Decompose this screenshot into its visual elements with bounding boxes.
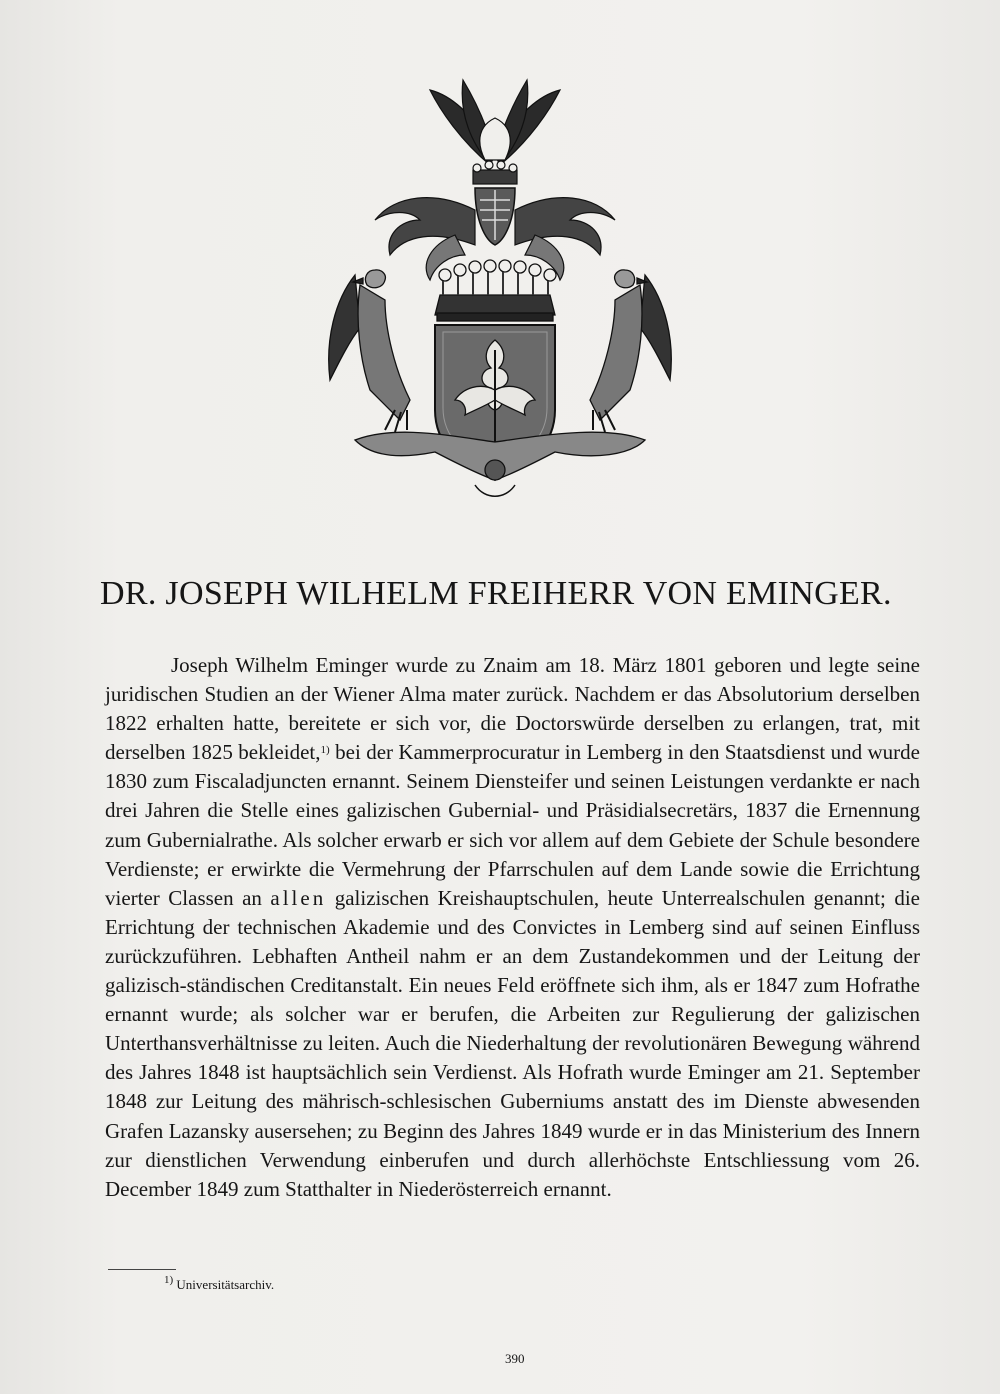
body-paragraph bbox=[105, 651, 920, 1204]
footnote-text: Universitätsarchiv. bbox=[173, 1277, 275, 1292]
body-text: galizischen Kreishauptschulen, heute Unterrealschulen genannt; die Errichtung der technischen Akademie und des Convictes in Lemberg sind auf seinen Einfluss zurückzuführen. Lebhaften Antheil nahm er an dem Zustandekommen und der Leitung der galizisch-ständischen Creditanstalt. Ein neues Feld eröffnete sich ihm, als er 1847 zum Hofrathe ernannt wurde; als solcher war er berufen, die Arbeiten zur Regulierung der galizischen Unterthansverhältnisse zu leiten. Auch die Niederhaltung der revolutionären Bewegung während des Jahres 1848 ist hauptsächlich sein Verdienst. Als Hofrath wurde Eminger am 21. September 1848 zur Leitung des mährisch-schlesischen Guberniums anstatt des im Dienste abwesenden Grafen Lazansky ausersehen; zu Beginn des Jahres 1849 wurde er in das Ministerium des Innern zur dienstlichen Verwendung einberufen und durch allerhöchste Entschliessung vom 26. December 1849 zum Statthalter in Niederösterreich ernannt. bbox=[105, 885, 920, 1201]
emphasized-text: allen bbox=[270, 885, 327, 910]
body-text: Joseph Wilhelm Eminger wurde zu Znaim am 18. März 1801 geboren und legte seine juridischen Studien an der Wiener Alma mater zurück. Nachdem er das Absolutorium derselben 1822 erhalten hatte, bereitete er sich vor, die Doctorswürde derselben zu erlangen, trat, mit derselben 1825 bekleidet, bbox=[105, 653, 920, 765]
document-title: DR. JOSEPH WILHELM FREIHERR VON EMINGER. bbox=[100, 575, 892, 612]
page-number: 390 bbox=[505, 1351, 525, 1366]
eagle-right-icon bbox=[590, 270, 671, 432]
crest-wings-icon bbox=[430, 80, 560, 165]
footnote bbox=[164, 1276, 274, 1294]
footnote-reference: 1) bbox=[320, 744, 330, 757]
helmet-crown-icon bbox=[473, 161, 517, 184]
footnote-marker: 1) bbox=[164, 1274, 174, 1286]
scroll-base-icon bbox=[355, 432, 645, 496]
coronet-icon bbox=[435, 260, 556, 321]
body-text: bei der Kammerprocuratur in Lemberg in den Staatsdienst und wurde 1830 zum Fiscaladjuncten ernannt. Seinem Diensteifer und seinen Leistungen verdankte er nach drei Jahren die Stelle eines galizischen Gubernial- und Präsidialsecretärs, 1837 die Ernennung zum Gubernialrathe. Als solcher erwarb er sich vor allem auf dem Gebiete der Schule besondere Verdienste; er erwirkte die Vermehrung der Pfarrschulen auf dem Lande sowie die Errichtung vierter Classen an bbox=[105, 740, 921, 910]
coat-of-arms-icon bbox=[315, 70, 685, 515]
footnote-divider bbox=[108, 1269, 176, 1270]
eagle-left-icon bbox=[329, 270, 410, 432]
helmet-icon bbox=[475, 188, 515, 245]
document-body bbox=[105, 651, 920, 1204]
